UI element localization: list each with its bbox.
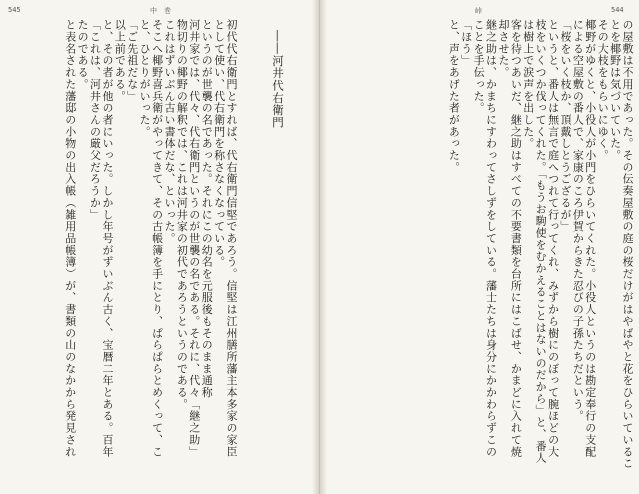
right-text-block — [333, 19, 633, 474]
text-line: 客を待つあいだ、継之助はすべての不要書類を台所にはこばせ、かまどに入れて焼 — [509, 19, 523, 458]
text-line: そこへ椰野喜兵衛がやってきて、その古帳簿を手にとり、ぱらぱらとめくって、こ — [150, 19, 164, 458]
left-page — [0, 0, 318, 494]
text-line: これはずいぶん古い書体だな、といった。 — [162, 19, 176, 245]
section-title: ――河井代右衛門 — [271, 30, 285, 129]
text-line: 枝をいくつか伐ってくれた。「もうお駒使をむかえることはないのだから」と、番人 — [534, 19, 548, 464]
text-line: というと、番人は無言で庭へつれて行ってくれ、みずから樹にのぼって腕ほどの大 — [546, 19, 560, 458]
text-line: による空屋敷の番人で、家康のころ伊賀からきた忍びの子孫たちだという。 — [571, 19, 585, 422]
text-line: 「ほう」 — [459, 19, 473, 67]
text-line: とを椰野は気づいていた。 — [608, 19, 622, 162]
text-line: たのである。 — [76, 19, 90, 91]
text-line: 椰野がゆくと、小役人が小門をひらいてくれた。小役人というのは勘定奉行の支配 — [583, 19, 597, 458]
right-page — [321, 0, 639, 494]
text-line: 却させた。 — [496, 19, 510, 79]
text-line: 初代代右衛門とすれば、代右衛門信堅であろう。信堅は江州膳所藩主本多家の家臣 — [225, 19, 238, 458]
text-line: 「ご先祖だな」 — [125, 19, 139, 102]
text-line: 「桜をいく枝か、頂戴しとうござるが」 — [558, 19, 572, 233]
text-line: 河井家では、代々、代右衛門というのが世襲の名である。それに、代々「継之助」 — [187, 19, 201, 458]
text-line: その大枝をもらいにゆく。 — [596, 19, 610, 162]
text-line: 継之助は、かまちにすわってさしずをしている。藩士たちは身分にかかわらずこの — [484, 19, 498, 458]
left-page-number: 545 — [8, 6, 21, 14]
text-line: として使い、代右衛門を称さなくなっている。 — [212, 19, 226, 268]
text-line: というのが世襲の名であった。それにこの幼名を元服後もそのまま通称 — [200, 19, 214, 399]
text-line: と、その者が他の者にいった。しかし年号がずいぶん古く、宝暦二年とある。百年 — [100, 19, 114, 458]
text-line: 物切りの椰野の解釈では、これは河井家の初代であろうというのである。 — [175, 19, 189, 411]
text-line: 「これは、河井さんの厳父だろうか」 — [88, 19, 102, 221]
text-line: は樹上で涙声を出した。 — [521, 19, 535, 150]
right-page-number: 544 — [611, 6, 624, 14]
text-line: と、声をあげた者があった。 — [447, 19, 461, 174]
left-text-block — [9, 19, 237, 474]
left-running-header: 中 巻 — [150, 8, 171, 15]
text-line: 以上前である。 — [113, 19, 127, 102]
text-line: と表名された藩邸の小物の出入帳（雑用品帳簿）が、書類の山のなかから発見され — [63, 19, 77, 458]
right-running-header: 峠 — [475, 8, 482, 15]
text-line: ことを手伝った。 — [472, 19, 486, 114]
text-line: の屋敷は不用であった。その伝奏屋敷の庭の桜だけがはやばやと花をひらいているこ — [621, 19, 634, 470]
text-line: と、ひとりがいった。 — [138, 19, 152, 138]
